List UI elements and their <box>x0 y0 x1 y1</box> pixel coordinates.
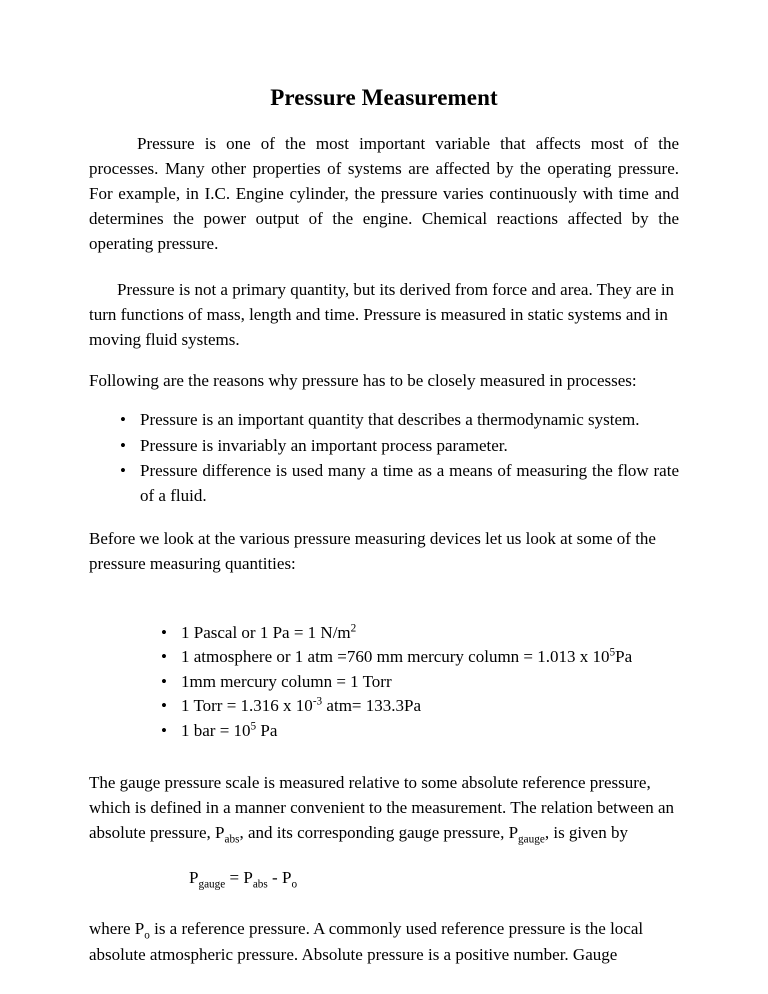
list-item <box>161 621 679 646</box>
paragraph-gauge-scale <box>89 770 679 846</box>
equation-rhs1: P <box>243 868 253 888</box>
document-body <box>89 84 679 967</box>
unit-superscript: 2 <box>350 621 357 634</box>
unit-suffix: atm= 133.3Pa <box>322 696 422 716</box>
equation-lhs: P <box>189 868 199 888</box>
unit-suffix: Pa <box>615 647 633 667</box>
spacer <box>89 352 679 368</box>
unit-text: 1mm mercury column = 1 Torr <box>181 671 392 691</box>
gauge-scale-line-2: which is defined in a manner convenient to the measurement. The relation between <box>89 797 654 817</box>
paragraph-reasons-lead: Following are the reasons why pressure has to be closely measured in processes: <box>89 371 637 391</box>
equation-rhs1-subscript: abs <box>252 878 268 891</box>
equation-equals: = <box>225 868 244 888</box>
spacer <box>89 393 679 407</box>
subscript-o: o <box>144 929 150 942</box>
paragraph-intro <box>89 131 679 257</box>
paragraph-derived-text: Pressure is not a primary quantity, but its derived from force and area. They are in turn functions of mass, length and time. Pressure is measured in static systems and in moving fluid systems. <box>89 279 675 350</box>
list-item <box>161 719 679 744</box>
gauge-scale-line-3a: an absolute pressure, P <box>89 797 675 843</box>
paragraph-before-units: Before we look at the various pressure measuring devices let us look at some of the pressure measuring quantities: <box>89 529 656 574</box>
unit-superscript: 5 <box>609 646 616 659</box>
spacer <box>89 845 679 865</box>
spacer <box>89 744 679 770</box>
list-item: • Pressure difference is used many a time as a means of measuring the flow rate of a fluid. <box>89 458 679 508</box>
unit-text: 1 Torr = 1.316 x 10 <box>181 696 313 716</box>
closing-line-1b: is a reference pressure. A commonly used reference pressure is the local <box>149 919 644 939</box>
equation-lhs-subscript: gauge <box>198 878 226 891</box>
paragraph-derived <box>89 277 679 353</box>
unit-superscript: -3 <box>312 695 323 708</box>
equation-rhs2: P <box>281 868 292 888</box>
equation-minus: - <box>267 868 282 888</box>
list-item <box>161 645 679 670</box>
unit-text: 1 bar = 10 <box>181 721 251 741</box>
gauge-scale-line-3b: , and its corresponding gauge pressure, P <box>239 823 519 843</box>
equation-gauge-pressure <box>89 865 679 890</box>
gauge-scale-line-1: The gauge pressure scale is measured relative to some absolute reference pressure, <box>89 772 651 792</box>
paragraph-closing <box>89 916 679 966</box>
closing-line-1a: where P <box>89 919 145 939</box>
unit-suffix: Pa <box>256 721 278 741</box>
spacer <box>89 508 679 526</box>
reasons-list <box>89 407 679 508</box>
equation-rhs2-subscript: o <box>291 878 298 891</box>
spacer <box>89 577 679 621</box>
list-item: • Pressure is invariably an important process parameter. <box>89 433 679 458</box>
paragraph-intro-text: Pressure is one of the most important variable that affects most of the processes. Many other properties of systems are affected by the operating pressure. For example, in I.C. Engine cylinder, the pressure varies continuously with time and determines the power output of the engine. Chemical reactions affected by the operating pressure. <box>89 133 679 254</box>
subscript-gauge: gauge <box>518 833 545 846</box>
unit-superscript: 5 <box>250 720 257 733</box>
gauge-scale-line-3c: , is given by <box>544 823 628 843</box>
list-item: • Pressure is an important quantity that describes a thermodynamic system. <box>89 407 679 432</box>
page-title: Pressure Measurement <box>270 85 498 110</box>
spacer <box>89 257 679 277</box>
unit-text: 1 Pascal or 1 Pa = 1 N/m <box>181 622 351 642</box>
spacer <box>89 890 679 916</box>
units-list <box>161 621 679 744</box>
list-item <box>161 694 679 719</box>
list-item <box>161 670 679 695</box>
subscript-abs: abs <box>224 833 240 846</box>
unit-text: 1 atmosphere or 1 atm =760 mm mercury column = 1.013 x 10 <box>181 647 610 667</box>
closing-line-2: absolute atmospheric pressure. Absolute pressure is a positive number. Gauge <box>89 944 618 964</box>
